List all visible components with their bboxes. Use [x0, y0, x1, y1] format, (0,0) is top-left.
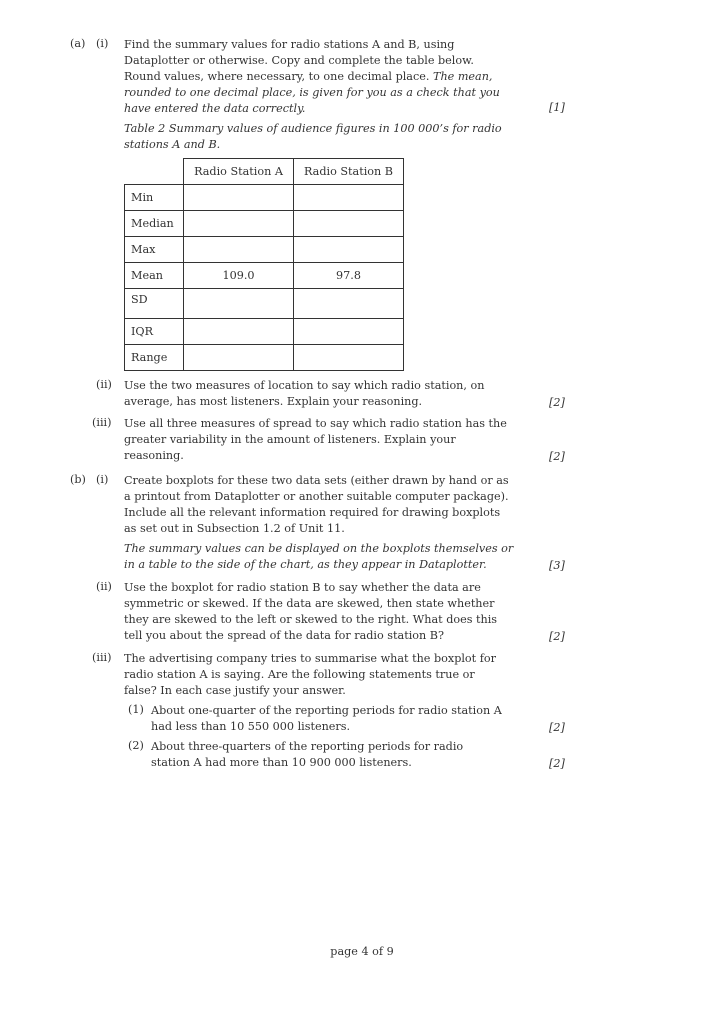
- b-i-line-3: Include all the relevant information required for drawing boxplots: [124, 506, 501, 519]
- part-b-i-label: (i): [96, 473, 109, 486]
- part-a-label: (a): [70, 37, 86, 50]
- table-row: [125, 211, 404, 237]
- b-iii-line-2: radio station A is saying. Are the following statements true or: [124, 668, 475, 681]
- row-label-median: Median: [125, 211, 184, 237]
- cell-max-b: [294, 237, 404, 263]
- statement-2-label: (2): [128, 739, 144, 752]
- cell-iqr-a: [184, 319, 294, 345]
- table-caption-line-1: Table 2 Summary values of audience figures in 100 000’s for radio: [124, 122, 502, 135]
- b-ii-line-1: Use the boxplot for radio station B to say whether the data are: [124, 581, 481, 594]
- cell-mean-b: 97.8: [294, 263, 404, 289]
- statement-2-line-1: About three-quarters of the reporting periods for radio: [151, 740, 464, 753]
- a-ii-line-2: average, has most listeners. Explain your reasoning.: [124, 395, 423, 408]
- cell-range-b: [294, 345, 404, 371]
- b-iii-line-1: The advertising company tries to summarise what the boxplot for: [124, 652, 496, 665]
- table-row: [125, 185, 404, 211]
- a-i-line-3-text: Round values, where necessary, to one decimal place.: [124, 70, 430, 83]
- row-label-max: Max: [125, 237, 184, 263]
- b-ii-line-3: they are skewed to the left or skewed to the right. What does this: [124, 613, 498, 626]
- b-i-line-1: Create boxplots for these two data sets (either drawn by hand or as: [124, 474, 509, 487]
- b-i-line-4: as set out in Subsection 1.2 of Unit 11.: [124, 522, 345, 535]
- statement-1-label: (1): [128, 703, 144, 716]
- summary-table: [124, 158, 404, 371]
- a-i-hint-inline: The mean,: [432, 70, 493, 83]
- b-i-line-2: a printout from Dataplotter or another suitable computer package).: [124, 490, 509, 503]
- b-ii-line-4: tell you about the spread of the data for radio station B?: [124, 629, 444, 642]
- b-i-note-line-1: The summary values can be displayed on the boxplots themselves or: [124, 542, 514, 555]
- a-i-line-1: Find the summary values for radio stations A and B, using: [124, 38, 455, 51]
- a-iii-mark: [2]: [549, 450, 565, 463]
- b-ii-mark: [2]: [549, 630, 565, 643]
- page-number: page 4 of 9: [330, 945, 394, 958]
- row-label-iqr: IQR: [125, 319, 184, 345]
- table-row: [125, 263, 404, 289]
- cell-max-a: [184, 237, 294, 263]
- table-row: [125, 319, 404, 345]
- table-row: [125, 289, 404, 319]
- cell-median-a: [184, 211, 294, 237]
- statement-1-mark: [2]: [549, 721, 565, 734]
- table-caption-line-2: stations A and B.: [124, 138, 221, 151]
- part-b-label: (b): [70, 473, 86, 486]
- row-label-min: Min: [125, 185, 184, 211]
- a-i-mark: [1]: [549, 101, 565, 114]
- a-i-hint-line-1: rounded to one decimal place, is given for you as a check that you: [124, 86, 500, 99]
- cell-min-b: [294, 185, 404, 211]
- a-ii-mark: [2]: [549, 396, 565, 409]
- row-label-range: Range: [125, 345, 184, 371]
- table-corner: [125, 159, 184, 185]
- a-iii-line-1: Use all three measures of spread to say which radio station has the: [124, 417, 507, 430]
- a-ii-line-1: Use the two measures of location to say which radio station, on: [124, 379, 485, 392]
- b-i-mark: [3]: [549, 559, 565, 572]
- a-iii-line-2: greater variability in the amount of listeners. Explain your: [124, 433, 456, 446]
- a-i-hint-line-2: have entered the data correctly.: [124, 102, 306, 115]
- b-i-note-line-2: in a table to the side of the chart, as they appear in Dataplotter.: [124, 558, 487, 571]
- header-station-b: Radio Station B: [294, 159, 404, 185]
- table-row: [125, 345, 404, 371]
- a-iii-line-3: reasoning.: [124, 449, 184, 462]
- header-station-a: Radio Station A: [184, 159, 294, 185]
- row-label-mean: Mean: [125, 263, 184, 289]
- part-a-iii-label: (iii): [92, 416, 112, 429]
- b-iii-line-3: false? In each case justify your answer.: [124, 684, 346, 697]
- table-header-row: [125, 159, 404, 185]
- cell-sd-a: [184, 289, 294, 319]
- statement-2-mark: [2]: [549, 757, 565, 770]
- statement-1-line-2: had less than 10 550 000 listeners.: [151, 720, 351, 733]
- cell-range-a: [184, 345, 294, 371]
- cell-min-a: [184, 185, 294, 211]
- a-i-line-2: Dataplotter or otherwise. Copy and complete the table below.: [124, 54, 474, 67]
- cell-mean-a: 109.0: [184, 263, 294, 289]
- b-ii-line-2: symmetric or skewed. If the data are skewed, then state whether: [124, 597, 495, 610]
- statement-2-line-2: station A had more than 10 900 000 listeners.: [151, 756, 412, 769]
- a-i-line-3: [124, 69, 493, 85]
- table-row: [125, 237, 404, 263]
- statement-1-line-1: About one-quarter of the reporting periods for radio station A: [151, 704, 502, 717]
- part-a-i-label: (i): [96, 37, 109, 50]
- part-b-iii-label: (iii): [92, 651, 112, 664]
- cell-sd-b: [294, 289, 404, 319]
- part-a-ii-label: (ii): [96, 378, 112, 391]
- part-b-ii-label: (ii): [96, 580, 112, 593]
- cell-iqr-b: [294, 319, 404, 345]
- cell-median-b: [294, 211, 404, 237]
- row-label-sd: SD: [125, 289, 184, 319]
